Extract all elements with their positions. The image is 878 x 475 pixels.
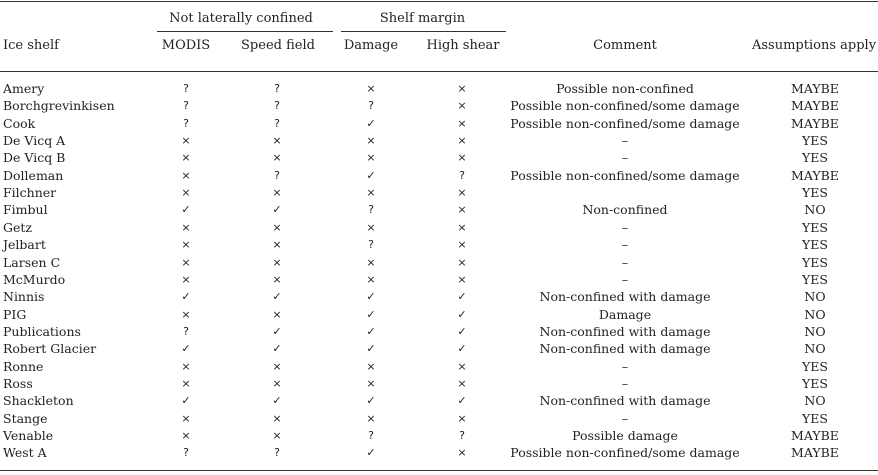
column-header-assumptions-apply: Assumptions apply (752, 38, 877, 53)
high-shear-cell: × (457, 82, 467, 95)
high-shear-cell: × (457, 255, 467, 269)
ice-shelf-cell: Stange (3, 410, 48, 426)
damage-cell: × (366, 272, 376, 286)
assumptions-apply-cell: NO (804, 202, 826, 218)
ice-shelf-cell: Publications (3, 323, 81, 339)
ice-shelf-cell: Shackleton (3, 393, 74, 409)
assumptions-apply-cell: MAYBE (791, 167, 839, 183)
assumptions-apply-cell: MAYBE (791, 81, 839, 96)
high-shear-cell: ? (459, 168, 465, 182)
table-top-rule (0, 1, 878, 2)
modis-cell: ✓ (181, 203, 191, 217)
speed-field-cell: × (272, 429, 282, 442)
high-shear-cell: × (457, 116, 467, 130)
modis-cell: × (181, 134, 191, 148)
table-row (0, 427, 878, 444)
ice-shelf-cell: Ronne (3, 358, 44, 374)
table-row (0, 97, 878, 114)
high-shear-cell: × (457, 151, 467, 165)
comment-cell: Damage (598, 306, 652, 322)
assumptions-apply-cell: NO (804, 323, 826, 339)
modis-cell: × (181, 376, 191, 390)
damage-cell: × (366, 220, 376, 234)
comment-cell: Non-confined (582, 202, 668, 218)
comment-cell: Possible damage (572, 428, 678, 443)
modis-cell: × (181, 429, 191, 442)
table-row (0, 392, 878, 409)
table-row (0, 410, 878, 427)
high-shear-cell: ✓ (457, 324, 467, 338)
comment-cell: Possible non-confined/some damage (510, 115, 740, 131)
table-row (0, 340, 878, 357)
assumptions-apply-cell: NO (804, 289, 826, 305)
assumptions-apply-cell: YES (802, 271, 828, 287)
assumptions-apply-cell: YES (802, 237, 828, 253)
damage-cell: ✓ (366, 342, 376, 356)
comment-cell: Possible non-confined (556, 81, 694, 96)
comment-cell: Non-confined with damage (539, 341, 711, 357)
modis-cell: × (181, 220, 191, 234)
modis-cell: × (181, 186, 191, 200)
ice-shelf-cell: De Vicq A (3, 133, 66, 149)
table-row (0, 184, 878, 201)
column-header-modis: MODIS (161, 38, 211, 53)
column-header-high-shear: High shear (426, 38, 500, 53)
high-shear-cell: × (457, 220, 467, 234)
modis-cell: ? (183, 116, 189, 130)
speed-field-cell: × (272, 255, 282, 269)
table-bottom-rule (0, 470, 878, 471)
column-header-damage: Damage (343, 38, 399, 53)
comment-cell: – (621, 133, 629, 149)
modis-cell: × (181, 359, 191, 373)
assumptions-apply-cell: NO (804, 341, 826, 357)
group-header-shelf-margin: Shelf margin (379, 11, 466, 26)
high-shear-cell: × (457, 411, 467, 425)
comment-cell: – (621, 271, 629, 287)
speed-field-cell: × (272, 238, 282, 252)
modis-cell: ✓ (181, 342, 191, 356)
speed-field-cell: × (272, 134, 282, 148)
modis-cell: ? (183, 99, 189, 113)
assumptions-apply-cell: YES (802, 219, 828, 235)
high-shear-cell: × (457, 203, 467, 217)
table-row (0, 201, 878, 218)
speed-field-cell: × (272, 307, 282, 321)
high-shear-cell: ✓ (457, 394, 467, 408)
high-shear-cell: × (457, 446, 467, 460)
speed-field-cell: × (272, 220, 282, 234)
comment-cell: Possible non-confined/some damage (510, 98, 740, 114)
speed-field-cell: ? (274, 168, 280, 182)
high-shear-cell: ✓ (457, 307, 467, 321)
damage-cell: ✓ (366, 324, 376, 338)
high-shear-cell: × (457, 186, 467, 200)
assumptions-apply-cell: YES (802, 185, 828, 201)
damage-cell: × (366, 186, 376, 200)
table-row (0, 167, 878, 184)
damage-cell: × (366, 376, 376, 390)
damage-cell: ? (368, 238, 374, 252)
modis-cell: × (181, 238, 191, 252)
modis-cell: × (181, 168, 191, 182)
comment-cell: – (621, 375, 629, 391)
comment-cell: Possible non-confined/some damage (510, 167, 740, 183)
modis-cell: ✓ (181, 290, 191, 304)
speed-field-cell: ✓ (272, 394, 282, 408)
modis-cell: × (181, 411, 191, 425)
damage-cell: × (366, 151, 376, 165)
speed-field-cell: ? (274, 82, 280, 95)
modis-cell: × (181, 272, 191, 286)
speed-field-cell: ✓ (272, 324, 282, 338)
speed-field-cell: × (272, 272, 282, 286)
assumptions-apply-cell: YES (802, 133, 828, 149)
damage-cell: × (366, 255, 376, 269)
high-shear-cell: ? (459, 429, 465, 442)
speed-field-cell: × (272, 151, 282, 165)
comment-cell: – (621, 358, 629, 374)
comment-cell: Non-confined with damage (539, 393, 711, 409)
assumptions-apply-cell: MAYBE (791, 445, 839, 461)
comment-cell: Non-confined with damage (539, 323, 711, 339)
ice-shelf-cell: Ross (3, 375, 33, 391)
ice-shelf-cell: Robert Glacier (3, 341, 97, 357)
modis-cell: ? (183, 446, 189, 460)
damage-cell: ? (368, 99, 374, 113)
ice-shelf-cell: Filchner (3, 185, 57, 201)
table-row (0, 149, 878, 166)
speed-field-cell: × (272, 411, 282, 425)
ice-shelf-cell: De Vicq B (3, 150, 66, 166)
ice-shelf-cell: Dolleman (3, 167, 64, 183)
group-underline-shelf-margin (341, 31, 506, 32)
ice-shelf-cell: West A (3, 445, 47, 461)
ice-shelf-cell: Fimbul (3, 202, 48, 218)
table-row (0, 80, 878, 97)
high-shear-cell: × (457, 134, 467, 148)
table-row (0, 271, 878, 288)
ice-shelf-cell: Getz (3, 219, 32, 235)
modis-cell: ? (183, 82, 189, 95)
table-row (0, 323, 878, 340)
comment-cell: – (621, 254, 629, 270)
speed-field-cell: ? (274, 116, 280, 130)
damage-cell: × (366, 411, 376, 425)
table-row (0, 288, 878, 305)
modis-cell: × (181, 151, 191, 165)
speed-field-cell: × (272, 376, 282, 390)
column-header-ice-shelf: Ice shelf (3, 38, 59, 53)
table-row (0, 254, 878, 271)
ice-shelf-cell: Amery (3, 81, 45, 96)
speed-field-cell: ✓ (272, 290, 282, 304)
damage-cell: ✓ (366, 290, 376, 304)
damage-cell: ✓ (366, 116, 376, 130)
speed-field-cell: ✓ (272, 342, 282, 356)
comment-cell: – (621, 410, 629, 426)
comment-cell: – (621, 219, 629, 235)
speed-field-cell: × (272, 186, 282, 200)
table-row (0, 115, 878, 132)
assumptions-apply-cell: NO (804, 393, 826, 409)
damage-cell: × (366, 134, 376, 148)
speed-field-cell: ✓ (272, 203, 282, 217)
assumptions-apply-cell: YES (802, 358, 828, 374)
damage-cell: × (366, 82, 376, 95)
assumptions-apply-cell: YES (802, 410, 828, 426)
table-row (0, 236, 878, 253)
damage-cell: ✓ (366, 168, 376, 182)
damage-cell: ? (368, 203, 374, 217)
modis-cell: × (181, 307, 191, 321)
table-row (0, 375, 878, 392)
ice-shelf-cell: Cook (3, 115, 36, 131)
damage-cell: ? (368, 429, 374, 442)
column-header-comment: Comment (593, 38, 657, 53)
assumptions-apply-cell: MAYBE (791, 115, 839, 131)
ice-shelf-cell: PIG (3, 306, 27, 322)
damage-cell: × (366, 359, 376, 373)
high-shear-cell: ✓ (457, 290, 467, 304)
assumptions-apply-cell: YES (802, 375, 828, 391)
assumptions-apply-cell: NO (804, 306, 826, 322)
ice-shelf-cell: Jelbart (3, 237, 46, 253)
modis-cell: ✓ (181, 394, 191, 408)
table-header-rule (0, 71, 878, 72)
high-shear-cell: × (457, 238, 467, 252)
assumptions-apply-cell: YES (802, 150, 828, 166)
damage-cell: ✓ (366, 446, 376, 460)
ice-shelf-cell: Venable (3, 428, 54, 443)
modis-cell: × (181, 255, 191, 269)
column-header-speed-field: Speed field (241, 38, 315, 53)
table-row (0, 358, 878, 375)
group-underline-not-laterally-confined (157, 31, 333, 32)
high-shear-cell: ✓ (457, 342, 467, 356)
comment-cell: – (621, 237, 629, 253)
high-shear-cell: × (457, 272, 467, 286)
table-row (0, 132, 878, 149)
speed-field-cell: ? (274, 99, 280, 113)
assumptions-apply-cell: YES (802, 254, 828, 270)
high-shear-cell: × (457, 376, 467, 390)
speed-field-cell: ? (274, 446, 280, 460)
group-header-not-laterally-confined: Not laterally confined (169, 11, 313, 26)
comment-cell (496, 184, 754, 201)
high-shear-cell: × (457, 359, 467, 373)
damage-cell: ✓ (366, 394, 376, 408)
high-shear-cell: × (457, 99, 467, 113)
table-row (0, 444, 878, 461)
ice-shelf-cell: Larsen C (3, 254, 61, 270)
comment-cell: – (621, 150, 629, 166)
modis-cell: ? (183, 324, 189, 338)
ice-shelf-cell: Ninnis (3, 289, 45, 305)
ice-shelf-cell: McMurdo (3, 271, 66, 287)
table-row (0, 219, 878, 236)
table-row (0, 306, 878, 323)
assumptions-apply-cell: MAYBE (791, 428, 839, 443)
speed-field-cell: × (272, 359, 282, 373)
comment-cell: Possible non-confined/some damage (510, 445, 740, 461)
ice-shelf-cell: Borchgrevinkisen (3, 98, 115, 114)
damage-cell: ✓ (366, 307, 376, 321)
comment-cell: Non-confined with damage (539, 289, 711, 305)
assumptions-apply-cell: MAYBE (791, 98, 839, 114)
